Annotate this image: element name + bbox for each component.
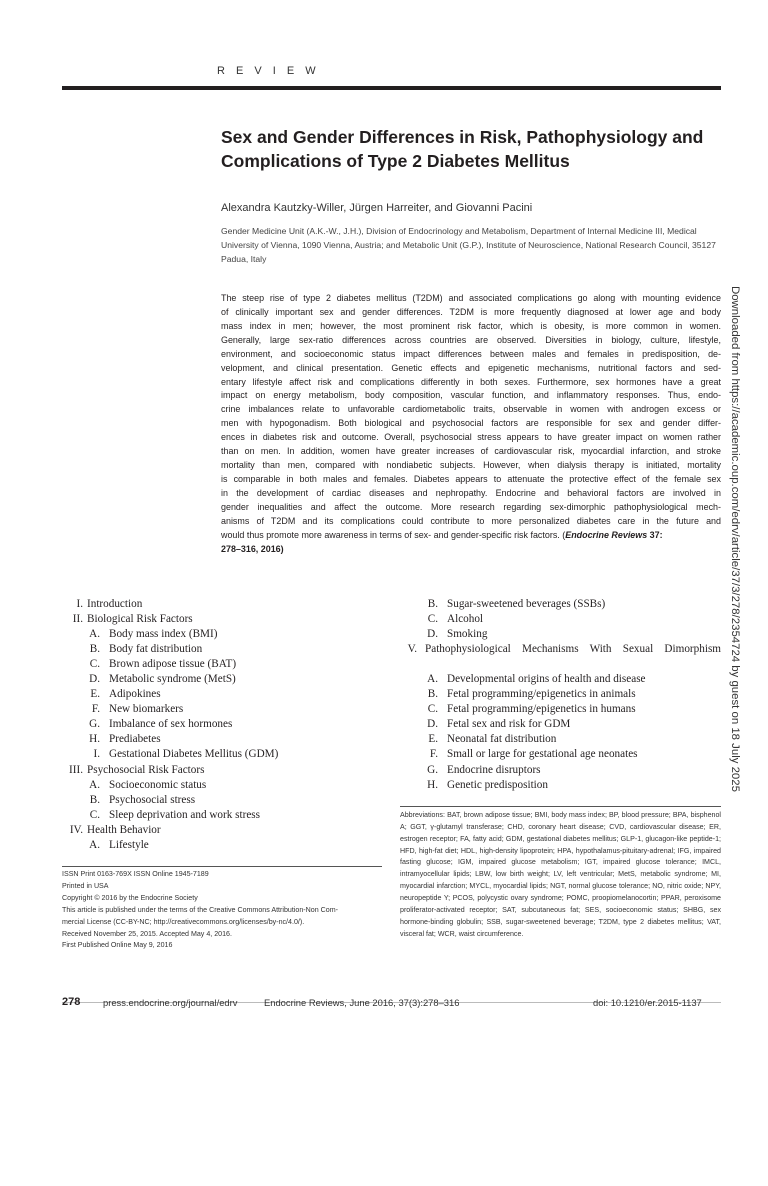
toc-entry-title: Endocrine disruptors	[447, 763, 541, 776]
citation-pages: 278–316, 2016)	[221, 543, 284, 554]
toc-entry-title: Psychosocial Risk Factors	[87, 763, 205, 776]
table-of-contents-right	[400, 597, 722, 793]
toc-entry-number: A.	[427, 673, 438, 686]
toc-entry[interactable]	[400, 702, 722, 717]
toc-entry-number: F.	[429, 748, 438, 761]
toc-entry[interactable]	[62, 702, 392, 717]
toc-entry-number: C.	[89, 658, 100, 671]
toc-entry-number: C.	[89, 808, 100, 821]
affiliation: Gender Medicine Unit (A.K.-W., J.H.), Division of Endocrinology and Metabolism, Department of Internal Medicine III, Medical University of Vienna, 1090 Vienna, Austria; and Metabolic Unit (G.P.), Institute of Neuroscience, National Research Council, 35127 Padua, Italy	[221, 226, 716, 264]
toc-entry-number: D.	[427, 628, 438, 641]
toc-entry-title: Metabolic syndrome (MetS)	[109, 673, 236, 686]
abstract-line: velopment, and clinical presentation. Genetic effects and epigenetic mechanisms, nutritional factors and sed-	[221, 362, 721, 373]
toc-entry[interactable]	[400, 597, 722, 612]
toc-entry[interactable]	[62, 763, 392, 778]
abstract-line: of clinically important sex and gender differences. T2DM is more frequently diagnosed at lower age and body	[221, 306, 721, 317]
abbreviations-footnote: Abbreviations: BAT, brown adipose tissue; BMI, body mass index; BP, blood pressure; BPA, bisphenol A; GGT, γ-glutamyl transferase; CHD, coronary heart disease; CVD, cardiovascular disease; ER, estrogen receptor; FA, fatty acid; GDM, gestational diabetes mellitus; GLP-1, glucagon-like peptide-1; HFD, high-fat diet; HDL, high-density lipoprotein; HPA, hypothalamus-pituitary-adrenal; IFG, impaired fasting glucose; IGM, impaired glucose metabolism; IGT, impaired glucose tolerance; IMCL, intramyocellular lipids; LBW, low birth weight; LV, left ventricular; MetS, metabolic syndrome; MI, myocardial infarction; MYCL, myocardial lipids; NGT, normal glucose tolerance; NO, nitric oxide; NPY, neuropeptide Y; PCOS, polycystic ovary syndrome; POMC, proopiomelanocortin; PPAR, peroxisome proliferator-activated receptor; SAT, subcutaneous fat; SES, socioeconomic status; SHBG, sex hormone-binding globulin; SSB, sugar-sweetened beverage; T2DM, type 2 diabetes mellitus; VAT, visceral fat; WCR, waist circumference.	[400, 811, 721, 938]
toc-entry-title: Fetal sex and risk for GDM	[447, 718, 571, 731]
copyright-line: ISSN Print 0163-769X ISSN Online 1945-7189	[62, 870, 209, 878]
abstract-last-line	[221, 529, 721, 543]
toc-entry-title: Prediabetes	[109, 733, 161, 746]
toc-entry-number: F.	[91, 703, 100, 716]
toc-entry-number: A.	[89, 778, 100, 791]
toc-entry[interactable]	[62, 747, 392, 762]
toc-entry-number: II.	[72, 613, 83, 626]
toc-entry-title: Imbalance of sex hormones	[109, 718, 233, 731]
toc-entry-number: H.	[89, 733, 100, 746]
toc-entry-number: A.	[89, 628, 100, 641]
toc-entry[interactable]	[62, 717, 392, 732]
toc-entry-number: IV.	[69, 823, 83, 836]
toc-entry-number: C.	[427, 703, 438, 716]
toc-entry[interactable]	[62, 657, 392, 672]
copyright-line: Copyright © 2016 by the Endocrine Society	[62, 893, 198, 902]
citation-volume: 37:	[647, 529, 663, 540]
toc-entry-number: V.	[407, 643, 417, 656]
toc-entry[interactable]	[400, 732, 722, 747]
toc-entry[interactable]	[62, 778, 392, 793]
toc-entry-title: Introduction	[87, 598, 143, 610]
copyright-line: Received November 25, 2015. Accepted May 4, 2016.	[62, 929, 232, 938]
abstract-citation	[565, 530, 662, 540]
toc-entry[interactable]	[400, 612, 722, 627]
table-of-contents-left	[62, 597, 392, 853]
toc-entry[interactable]	[400, 763, 722, 778]
toc-entry-title: Developmental origins of health and disease	[447, 673, 646, 686]
abstract-line: impact on energy metabolism, body composition, vascular function, and inflammatory responses. Thus, endo-	[221, 390, 721, 401]
abbreviations-rule	[400, 806, 721, 807]
copyright-line: Printed in USA	[62, 881, 109, 890]
toc-entry[interactable]	[62, 838, 392, 853]
section-label: R E V I E W	[217, 65, 320, 77]
doi-link[interactable]: doi: 10.1210/er.2015-1137	[593, 997, 702, 1008]
abstract-line: gender inequalities and affect the outcome. More research regarding sex-dimorphic pathophysiological mech-	[221, 501, 721, 512]
abstract-line: men with hypogonadism. Both biological and psychosocial factors are responsible for sex and gender differ-	[221, 418, 721, 429]
toc-entry-number: III.	[69, 763, 83, 776]
toc-entry[interactable]	[400, 627, 722, 642]
toc-entry-title: Biological Risk Factors	[87, 613, 193, 626]
toc-entry[interactable]	[62, 808, 392, 823]
abstract-line: The steep rise of type 2 diabetes mellitus (T2DM) and associated complications go along with mounting evidence	[221, 293, 721, 303]
copyright-block	[62, 869, 392, 952]
toc-entry-title: New biomarkers	[109, 703, 184, 716]
abstract-line: environment, and socioeconomic status impact differences between males and females in predisposition, de-	[221, 348, 721, 359]
toc-entry-title: Sleep deprivation and work stress	[109, 808, 260, 821]
abstract-line: mass index in men; however, the most prominent risk factor, which is obesity, is more common in women.	[221, 320, 721, 331]
toc-entry-number: B.	[89, 643, 100, 656]
toc-entry-title: Pathophysiological Mechanisms With Sexual Dimorphism	[425, 643, 721, 656]
toc-entry-title: Adipokines	[109, 688, 161, 701]
toc-entry-number: D.	[89, 673, 100, 686]
toc-entry-title: Body fat distribution	[109, 643, 203, 656]
toc-entry-title: Genetic predisposition	[447, 778, 548, 791]
toc-entry[interactable]	[62, 687, 392, 702]
toc-entry-title: Socioeconomic status	[109, 778, 207, 791]
download-watermark: Downloaded from https://academic.oup.com/edrv/article/37/3/278/2354724 by guest on 18 July 2025	[729, 286, 741, 792]
abstract-line: entary lifestyle affect risk and complications differently in both sexes. Furthermore, sex hormones have a great	[221, 376, 721, 387]
toc-entry-title: Small or large for gestational age neonates	[447, 748, 638, 761]
copyright-line: This article is published under the terms of the Creative Commons Attribution-Non Com-	[62, 905, 338, 914]
toc-entry-title: Fetal programming/epigenetics in animals	[447, 688, 636, 701]
toc-entry-number: B.	[89, 793, 100, 806]
author-list: Alexandra Kautzky-Willer, Jürgen Harreiter, and Giovanni Pacini	[221, 202, 533, 214]
journal-citation: Endocrine Reviews, June 2016, 37(3):278–316	[264, 997, 460, 1008]
toc-entry-number: G.	[427, 763, 438, 776]
toc-entry[interactable]	[62, 642, 392, 657]
toc-entry[interactable]	[62, 732, 392, 747]
abstract-line: Generally, large sex-ratio differences across countries are observed. Diversities in biology, culture, lifestyle,	[221, 334, 721, 345]
copyright-line: First Published Online May 9, 2016	[62, 941, 173, 950]
abstract-line: crine imbalances relate to unfavorable cardiometabolic traits, observable in women with androgen excess or	[221, 404, 721, 415]
toc-entry-number: I.	[93, 748, 100, 761]
toc-entry-number: A.	[89, 838, 100, 851]
toc-entry-title: Gestational Diabetes Mellitus (GDM)	[109, 748, 279, 761]
toc-entry-number: E.	[428, 733, 438, 746]
toc-entry[interactable]	[62, 627, 392, 642]
toc-entry[interactable]	[400, 687, 722, 702]
toc-entry[interactable]	[62, 672, 392, 687]
toc-entry-title: Brown adipose tissue (BAT)	[109, 658, 237, 671]
toc-entry-title: Smoking	[447, 628, 488, 641]
toc-entry[interactable]	[62, 612, 392, 627]
toc-entry[interactable]	[400, 778, 722, 793]
toc-entry-number: B.	[427, 688, 438, 701]
abstract-line: is comparable in both males and females. Diabetes appears to attenuate the protective effect of the female sex	[221, 473, 721, 484]
toc-entry[interactable]	[62, 823, 392, 838]
citation-journal: Endocrine Reviews	[565, 529, 648, 540]
journal-url[interactable]: press.endocrine.org/journal/edrv	[103, 997, 238, 1008]
toc-entry-title: Alcohol	[447, 613, 484, 626]
toc-entry[interactable]	[400, 672, 722, 687]
toc-entry[interactable]	[400, 747, 722, 762]
page-number: 278	[62, 996, 81, 1008]
copyright-line: mercial License (CC-BY-NC; http://creativecommons.org/licenses/by-nc/4.0/).	[62, 917, 305, 926]
toc-entry-title: Sugar-sweetened beverages (SSBs)	[447, 598, 606, 610]
toc-entry-number: D.	[427, 718, 438, 731]
toc-entry-title: Fetal programming/epigenetics in humans	[447, 703, 636, 716]
toc-entry-number: E.	[90, 688, 100, 701]
toc-entry-number: G.	[89, 718, 100, 731]
toc-entry-number: H.	[427, 778, 438, 791]
abstract-line: ences in diabetes risk and outcome. Overall, psychosocial stress appears to have greater impact on women rather	[221, 432, 721, 443]
abstract	[221, 292, 721, 557]
toc-entry-title: Psychosocial stress	[109, 793, 196, 806]
article-title: Sex and Gender Differences in Risk, Pathophysiology and Complications of Type 2 Diabetes Mellitus	[221, 127, 704, 171]
abstract-line: in the development of cardiac diseases and nephropathy. Endocrine and behavioral factors are involved in	[221, 487, 721, 498]
header-rule	[62, 86, 721, 90]
toc-entry-title: Health Behavior	[87, 823, 161, 836]
toc-entry[interactable]	[400, 717, 722, 732]
toc-entry-title: Lifestyle	[109, 838, 149, 851]
abstract-line: than on men. In addition, women have greater increases of cardiovascular risk, myocardial infarction, and stroke	[221, 446, 721, 457]
toc-entry-title: Body mass index (BMI)	[109, 628, 218, 641]
toc-entry-number: B.	[427, 598, 438, 610]
abstract-line: anisms of T2DM and its complications could contribute to more personalized diabetes care in the future and	[221, 515, 721, 526]
toc-entry[interactable]	[62, 597, 392, 612]
abstract-line: mortality than men, compared with nondiabetic subjects. However, when dialysis therapy is initiated, mortality	[221, 460, 721, 471]
toc-entry-number: C.	[427, 613, 438, 626]
toc-entry[interactable]	[400, 642, 722, 672]
toc-entry-title: Neonatal fat distribution	[447, 733, 557, 746]
legal-rule	[62, 866, 382, 867]
toc-entry-number: I.	[76, 598, 83, 610]
toc-entry[interactable]	[62, 793, 392, 808]
abstract-last-text: would thus promote more awareness in terms of sex- and gender-specific risk factors. (	[221, 529, 566, 540]
